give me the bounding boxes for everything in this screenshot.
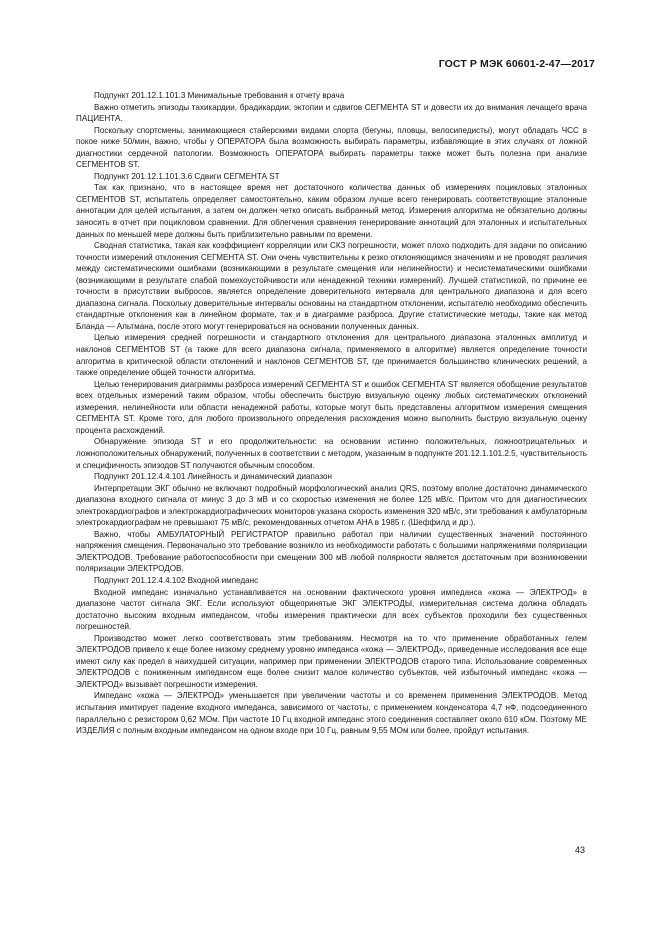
subclause-heading-input-impedance: Подпункт 201.12.4.4.102 Входной импеданс — [94, 575, 259, 585]
paragraph-manufacturing: Производство может легко соответствовать этим требованиям. Несмотря на то что применение обработанных гелем ЭЛЕКТРОДОВ привело к еще более низкому среднему уровню импеданса «кожа — ЭЛЕКТРОД», приведенные исследования все еще имеют силу как предел в наихудшей ситуации, например при применении ЭЛЕКТРОДОВ старого типа. Использование современных ЭЛЕКТРОДОВ с пониженным импедансом еще более снизит малое количество субъектов, чей избыточный импеданс «кожа — ЭЛЕКТРОД» вызывает погрешности измерения. — [76, 633, 587, 689]
paragraph-dynamic-range: Интерпретации ЭКГ обычно не включают подробный морфологический анализ QRS, поэтому вполне достаточно динамического диапазона входного сигнала от минус 3 до 3 мВ и со скоростью изменения не более 125 мВ/с. Притом что для диагностических электрокардиографов и электрокардиографических мониторов указана скорость изменения 320 мВ/с, эти требования к амбулаторным электрокардиографам не превышают 75 мВ/с, рекомендованных отчетом AHA в 1985 г. (Шеффилд и др.). — [76, 483, 587, 528]
paragraph-athletes: Поскольку спортсмены, занимающиеся стайерскими видами спорта (бегуны, пловцы, велосипедисты), могут обладать ЧСС в покое ниже 50/мин, важно, чтобы у ОПЕРАТОРА была возможность выбирать параметры, избавляющие в этих случаях от ложной диагностики сердечной патологии. Возможность ОПЕРАТОРА выбирать параметры также может быть полезна при анализе СЕГМЕНТОВ ST. — [76, 125, 587, 170]
subclause-heading-linearity: Подпункт 201.12.4.4.101 Линейность и динамический диапазон — [94, 472, 332, 482]
paragraph-skin-electrode-impedance: Импеданс «кожа — ЭЛЕКТРОД» уменьшается при увеличении частоты и со временем применения ЭЛЕКТРОДОВ. Метод испытания имитирует падение входного импеданса, зависимого от частоты, с применением конденсатора 4,7 нФ, подсоединенного параллельно с резистором 0,62 МОм. При частоте 10 Гц входной импеданс этого соединения составляет около 610 кОм. Поэтому МЕ ИЗДЕЛИЯ с полным входным импедансом на одном входе при 10 Гц, равным 9,55 МОм или более, пройдут испытания. — [76, 691, 587, 736]
paragraph-dc-offset: Важно, чтобы АМБУЛАТОРНЫЙ РЕГИСТРАТОР правильно работал при наличии существенных значений постоянного напряжения смещения. Первоначально это требование возникло из необходимости работать с большими напряжениями поляризации ЭЛЕКТРОДОВ. Требование работоспособности при смещении 300 мВ любой полярности является достаточным при возникновении поляризации ЭЛЕКТРОДОВ. — [76, 529, 587, 574]
paragraph-reference-annotations: Так как признано, что в настоящее время нет достаточного количества данных об измерениях поцикловых эталонных СЕГМЕНТОВ ST, испытатель определяет самостоятельно, каким образом лучше всего генерировать соответствующие эталонные аннотации для целей испытания, а затем он должен четко описать выбранный метод. Измерения алгоритма не обязательно должны заносить в отчет при поцикловом сравнении. Для облегчения сравнения генерирование аннотаций для эталонных и испытательных данных по меньшей мере должны быть приблизительно равными по времени. — [76, 183, 587, 239]
subclause-heading-st-shifts: Подпункт 201.12.1.101.3.6 Сдвиги СЕГМЕНТА ST — [94, 171, 280, 181]
paragraph-summary-statistics: Сводная статистика, такая как коэффициент корреляции или СКЗ погрешности, может плохо подходить для задачи по описанию точности измерений отклонения СЕГМЕНТА ST. Они очень чувствительны к резко отклоняющимся значениям и не проводят различия между систематическими ошибками (возникающими в результате смещения или нелинейности) и несистематическими ошибками (возникающими в результате слабой помехоустойчивости или ненадежной техники измерений). Лучшей статистикой, по причине ее точности в присутствии выбросов, является определение доверительного интервала для центрального диапазона и для всего диапазона сигнала. Поскольку доверительные интервалы основаны на стандартном отклонении, испытателю необходимо обеспечить стандартные отклонения как в линейном формате, так и в диаграмме разброса. Другие статистические методы, такие как метод Бланда — Альтмана, после этого могут генерироваться на основании полученных данных. — [76, 241, 587, 331]
page-body — [76, 90, 587, 737]
subclause-heading-report: Подпункт 201.12.1.101.3 Минимальные требования к отчету врача — [94, 91, 345, 100]
paragraph-scatter-diagram: Целью генерирования диаграммы разброса измерений СЕГМЕНТА ST и ошибок СЕГМЕНТА ST является обобщение результатов всех отдельных измерений таким образом, чтобы обеспечить быструю визуальную оценку любых систематических отклонений измерения, нелинейности или области ненадежной работы, которые могут быть представлены алгоритмом измерения смещения СЕГМЕНТА ST. Кроме того, для любого произвольного определения расхождения можно выполнить быструю визуальную оценку процента расхождений. — [76, 379, 587, 435]
paragraph-episode-detection: Обнаружение эпизода ST и его продолжительности: на основании истинно положительных, ложноотрицательных и ложноположительных обнаружений, полученных в соответствии с методом, указанным в подпункте 201.12.1.101.2.5, чувствительность и специфичность эпизодов ST получаются обычным способом. — [76, 437, 587, 470]
paragraph-mean-error-goal: Целью измерения средней погрешности и стандартного отклонения для центрального диапазона эталонных амплитуд и наклонов СЕГМЕНТОВ ST (а также для всего диапазона сигнала, применяемого в алгоритме) является определение точности алгоритма в критической области отклонений и наклонов СЕГМЕНТОВ ST, где принимается большинство клинических решений, а также определение общей точности алгоритма. — [76, 333, 587, 378]
paragraph-episodes: Важно отметить эпизоды тахикардии, брадикардии, эктопии и сдвигов СЕГМЕНТА ST и довести их до внимания лечащего врача ПАЦИЕНТА. — [76, 102, 587, 124]
paragraph-input-impedance: Входной импеданс изначально устанавливается на основании фактического уровня импеданса «кожа — ЭЛЕКТРОД» в диапазоне частот сигнала ЭКГ. Если используют общепринятые ЭКГ ЭЛЕКТРОДЫ, измерительная система должна обладать достаточно высоким входным импедансом, чтобы измерения практически для всех субъектов проходили без существенных погрешностей. — [76, 587, 587, 632]
page-number: 43 — [574, 845, 585, 855]
document-code-header: ГОСТ Р МЭК 60601-2-47—2017 — [438, 58, 595, 70]
